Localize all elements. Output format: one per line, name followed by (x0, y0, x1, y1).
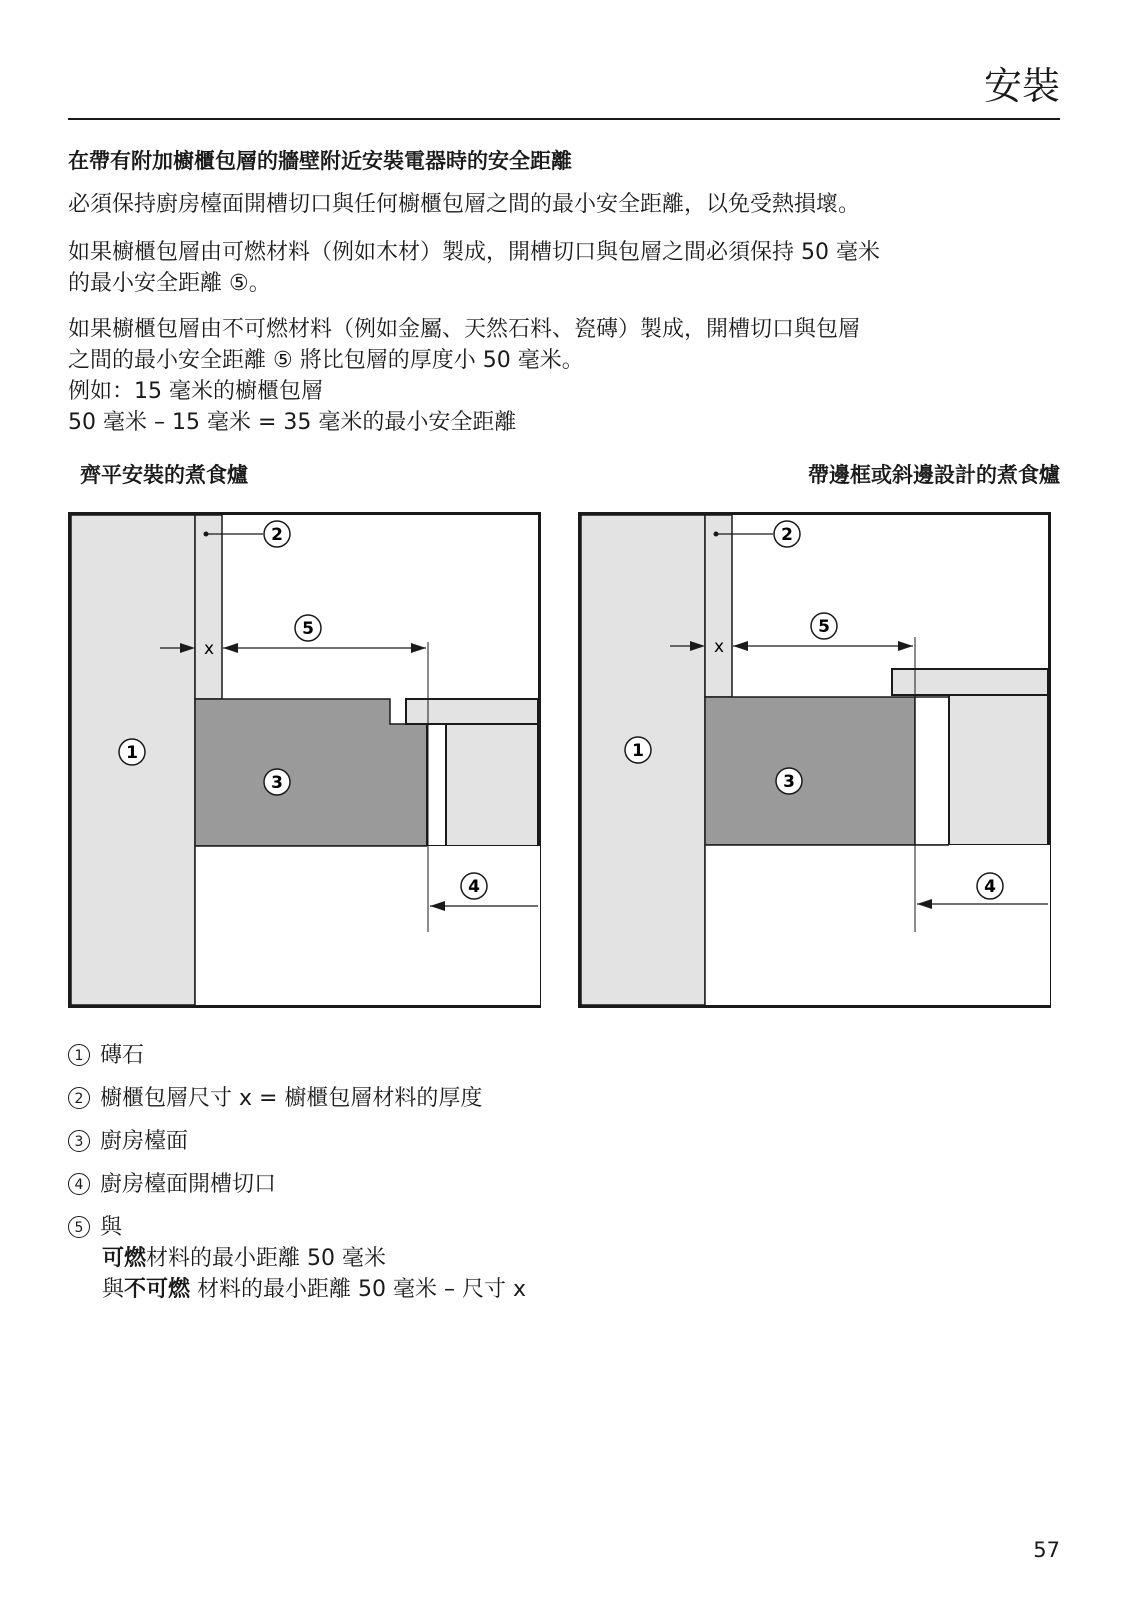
page-number: 57 (1033, 1538, 1060, 1562)
section-heading: 在帶有附加櫥櫃包層的牆壁附近安裝電器時的安全距離 (68, 149, 572, 173)
callout-4: 4 (468, 877, 480, 897)
legend-combustible-line: 可燃材料的最小距離 50 毫米 (102, 1246, 386, 1271)
legend-number: 3 (68, 1130, 90, 1152)
x-dimension-label: x (203, 639, 215, 659)
callout-5: 5 (302, 619, 314, 639)
callout-3: 3 (783, 772, 795, 792)
callout-1: 1 (126, 743, 138, 763)
paragraph-safety-distance: 必須保持廚房檯面開槽切口與任何櫥櫃包層之間的最小安全距離，以免受熱損壞。 (68, 192, 861, 217)
legend-number: 1 (68, 1044, 90, 1066)
callout-4: 4 (984, 877, 996, 897)
diagram-legend (68, 1040, 768, 1305)
callout-2: 2 (781, 525, 793, 545)
legend-item (68, 1169, 768, 1200)
diagram-label-framed: 帶邊框或斜邊設計的煮食爐 (808, 463, 1060, 487)
callout-3: 3 (271, 773, 283, 793)
legend-text: 廚房檯面開槽切口 (100, 1172, 277, 1197)
legend-item (68, 1083, 768, 1114)
x-dimension-label: x (713, 637, 725, 657)
legend-text: 磚石 (100, 1043, 145, 1068)
callout-2: 2 (271, 525, 283, 545)
legend-text: 櫥櫃包層尺寸 x = 櫥櫃包層材料的厚度 (100, 1086, 483, 1111)
diagram-label-flush: 齊平安裝的煮食爐 (80, 463, 248, 487)
legend-item-5-details (68, 1243, 768, 1305)
page-section-title: 安裝 (983, 64, 1060, 108)
diagram-flush-installation (68, 512, 542, 1012)
cabinet-cladding (195, 515, 222, 699)
callout-5: 5 (818, 617, 830, 637)
worktop (705, 697, 915, 845)
paragraph-combustible: 如果櫥櫃包層由可燃材料（例如木材）製成，開槽切口與包層之間必須保持 50 毫米 的最小安全距離 ⑤。 (68, 240, 880, 296)
legend-item (68, 1212, 768, 1243)
paragraph-non-combustible: 如果櫥櫃包層由不可燃材料（例如金屬、天然石料、瓷磚）製成，開槽切口與包層 之間的最小安全距離 ⑤ 將比包層的厚度小 50 毫米。 例如：15 毫米的櫥櫃包層 50 毫米 – 15 毫米 = 35 毫米的最小安全距離 (68, 317, 861, 435)
callout-1: 1 (632, 741, 644, 761)
legend-number: 4 (68, 1173, 90, 1195)
legend-text: 廚房檯面 (100, 1129, 189, 1154)
legend-number: 2 (68, 1087, 90, 1109)
diagram-framed-installation (578, 512, 1052, 1012)
legend-non-combustible-line: 與不可燃 材料的最小距離 50 毫米 – 尺寸 x (102, 1277, 527, 1302)
legend-number: 5 (68, 1216, 90, 1238)
legend-item (68, 1040, 768, 1071)
cabinet-cladding (705, 515, 732, 697)
legend-text: 與 (100, 1215, 123, 1240)
header-divider (68, 118, 1060, 120)
legend-item (68, 1126, 768, 1157)
